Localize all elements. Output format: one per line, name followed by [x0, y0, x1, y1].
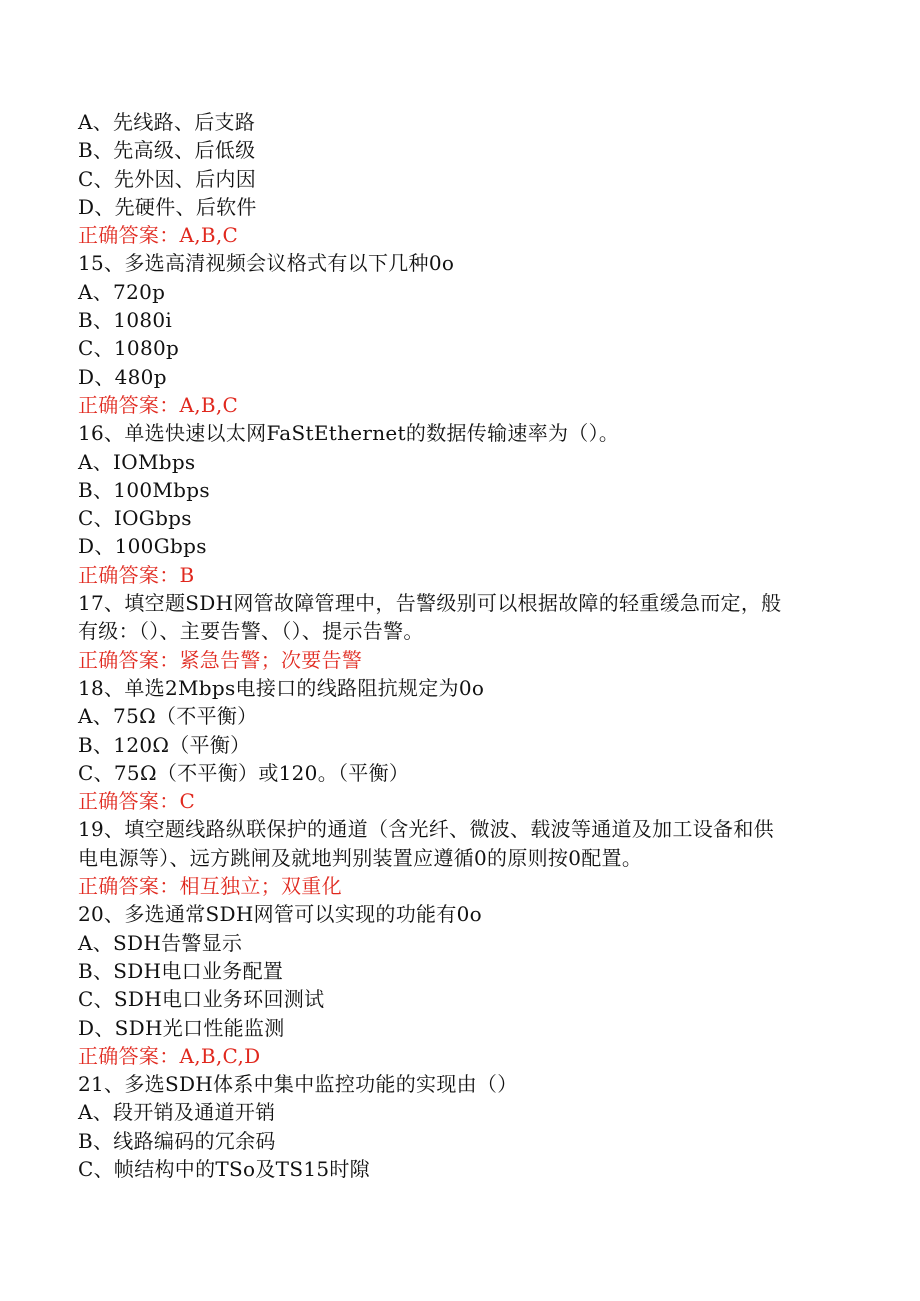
question-list	[78, 108, 838, 1183]
answer-line: 正确答案：B	[78, 562, 195, 587]
option-line: B、120Ω（平衡）	[78, 732, 251, 757]
option-line: C、先外因、后内因	[78, 166, 257, 191]
option-line: C、1080p	[78, 336, 180, 361]
option-line: D、先硬件、后软件	[78, 194, 257, 219]
answer-line: 正确答案：C	[78, 789, 196, 814]
question-line: 18、单选2Mbps电接口的线路阻抗规定为0o	[78, 675, 485, 700]
option-line: B、先高级、后低级	[78, 138, 256, 163]
question-line: 16、单选快速以太网FaStEthernet的数据传输速率为（）。	[78, 421, 620, 446]
option-line: A、720p	[78, 279, 166, 304]
question-line: 17、填空题SDH网管故障管理中，告警级别可以根据故障的轻重缓急而定，般	[78, 591, 782, 616]
question-line: 20、多选通常SDH网管可以实现的功能有0o	[78, 902, 482, 927]
answer-line: 正确答案：A,B,C	[78, 392, 239, 417]
option-line: C、IOGbps	[78, 506, 192, 531]
question-line: 21、多选SDH体系中集中监控功能的实现由（）	[78, 1072, 518, 1097]
option-line: B、1080i	[78, 308, 173, 333]
option-line: C、SDH电口业务环回测试	[78, 987, 325, 1012]
question-line: 电电源等）、远方跳闸及就地判别装置应遵循0的原则按0配置。	[78, 845, 643, 870]
option-line: A、75Ω（不平衡）	[78, 704, 258, 729]
option-line: B、线路编码的冗余码	[78, 1128, 276, 1153]
option-line: C、帧结构中的TSo及TS15时隙	[78, 1156, 370, 1181]
option-line: C、75Ω（不平衡）或120。（平衡）	[78, 760, 410, 785]
option-line: D、100Gbps	[78, 534, 207, 559]
option-line: A、先线路、后支路	[78, 110, 256, 134]
answer-line: 正确答案：紧急告警；次要告警	[78, 647, 363, 672]
question-line: 19、填空题线路纵联保护的通道（含光纤、微波、载波等通道及加工设备和供	[78, 817, 774, 842]
answer-line: 正确答案：A,B,C	[78, 223, 239, 248]
option-line: D、SDH光口性能监测	[78, 1015, 285, 1040]
answer-line: 正确答案：A,B,C,D	[78, 1043, 261, 1068]
option-line: A、SDH告警显示	[78, 930, 243, 955]
option-line: A、IOMbps	[78, 449, 196, 474]
option-line: B、100Mbps	[78, 477, 210, 502]
option-line: B、SDH电口业务配置	[78, 958, 284, 983]
option-line: D、480p	[78, 364, 167, 389]
option-line: A、段开销及通道开销	[78, 1100, 276, 1125]
question-line: 15、多选高清视频会议格式有以下几种0o	[78, 251, 455, 276]
answer-line: 正确答案：相互独立；双重化	[78, 874, 342, 899]
question-line: 有级：（）、主要告警、（）、提示告警。	[78, 619, 424, 644]
